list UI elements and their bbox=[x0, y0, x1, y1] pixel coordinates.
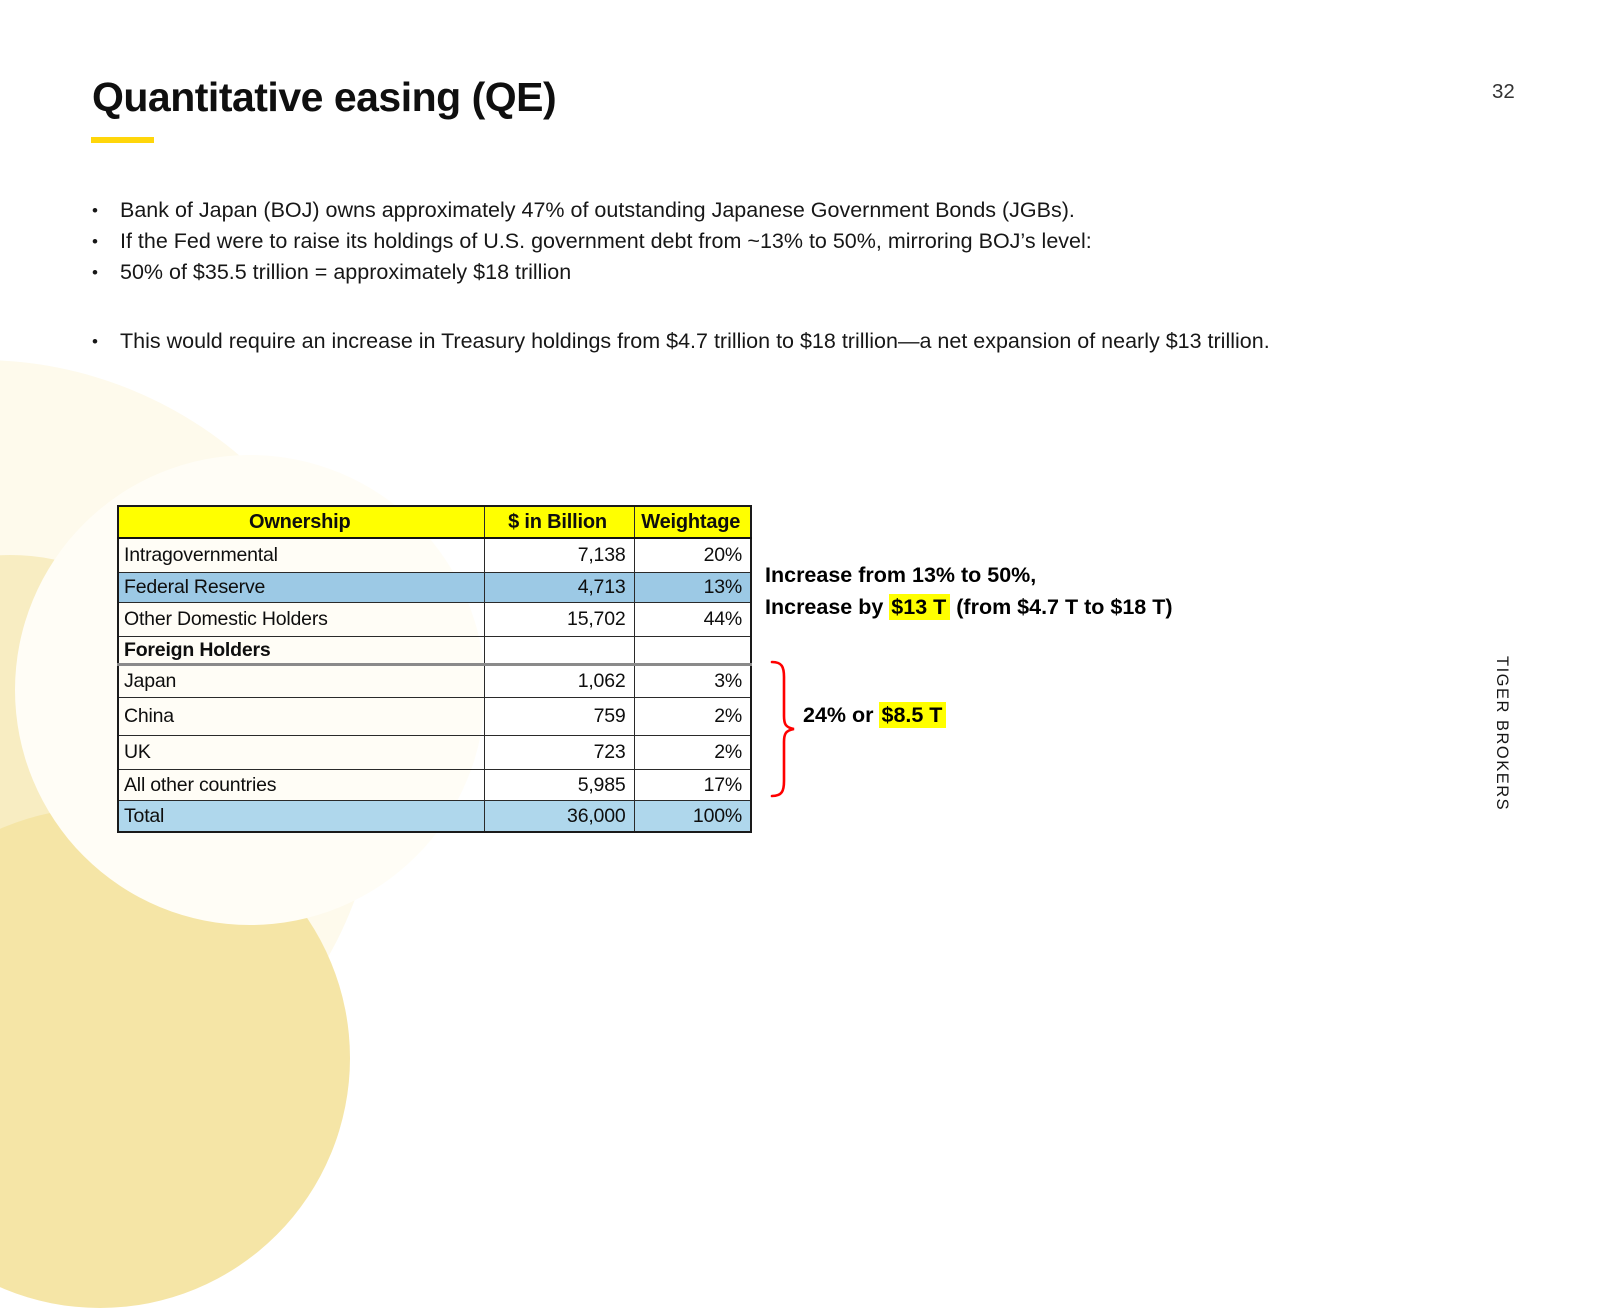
row-billion: 15,702 bbox=[484, 603, 634, 637]
increase-line2-pre: Increase by bbox=[765, 594, 890, 619]
highlight-85t: $8.5 T bbox=[879, 702, 946, 728]
header-weightage: Weightage bbox=[634, 506, 751, 538]
bullet-list bbox=[92, 195, 1422, 357]
table-row bbox=[118, 770, 751, 801]
row-billion: 759 bbox=[484, 698, 634, 736]
row-weight: 44% bbox=[634, 603, 751, 637]
row-label: China bbox=[118, 698, 484, 736]
slide-title: Quantitative easing (QE) bbox=[92, 74, 557, 120]
row-billion: 7,138 bbox=[484, 538, 634, 573]
row-billion: 4,713 bbox=[484, 573, 634, 603]
table-row-total bbox=[118, 801, 751, 833]
row-weight: 13% bbox=[634, 573, 751, 603]
title-underline bbox=[91, 137, 154, 143]
row-label: Intragovernmental bbox=[118, 538, 484, 573]
bullet-text: This would require an increase in Treasury holdings from $4.7 trillion to $18 trillion—a net expansion of nearly $13 trillion. bbox=[120, 329, 1270, 353]
row-billion: 723 bbox=[484, 736, 634, 770]
table-row bbox=[118, 637, 751, 665]
row-label: UK bbox=[118, 736, 484, 770]
bullet-item bbox=[92, 326, 1422, 357]
row-weight: 2% bbox=[634, 698, 751, 736]
table-row bbox=[118, 538, 751, 573]
bullet-marker: • bbox=[92, 232, 98, 251]
row-weight: 20% bbox=[634, 538, 751, 573]
header-billion: $ in Billion bbox=[484, 506, 634, 538]
bullet-marker: • bbox=[92, 263, 98, 282]
table-row bbox=[118, 736, 751, 770]
row-billion bbox=[484, 637, 634, 665]
bracket-label-pre: 24% or bbox=[803, 703, 880, 727]
row-label: Foreign Holders bbox=[118, 637, 484, 665]
row-label: Other Domestic Holders bbox=[118, 603, 484, 637]
bullet-item bbox=[92, 257, 1422, 288]
row-label: Total bbox=[118, 801, 484, 833]
increase-line1: Increase from 13% to 50%, bbox=[765, 563, 1037, 587]
row-billion: 36,000 bbox=[484, 801, 634, 833]
row-weight: 3% bbox=[634, 665, 751, 698]
table-row bbox=[118, 698, 751, 736]
bullet-item bbox=[92, 195, 1422, 226]
row-weight: 17% bbox=[634, 770, 751, 801]
page-number: 32 bbox=[1492, 80, 1515, 103]
row-weight bbox=[634, 637, 751, 665]
table-row bbox=[118, 665, 751, 698]
row-weight: 100% bbox=[634, 801, 751, 833]
row-billion: 1,062 bbox=[484, 665, 634, 698]
row-label: All other countries bbox=[118, 770, 484, 801]
table-row bbox=[118, 573, 751, 603]
row-label: Federal Reserve bbox=[118, 573, 484, 603]
row-label: Japan bbox=[118, 665, 484, 698]
bullet-text: Bank of Japan (BOJ) owns approximately 47% of outstanding Japanese Government Bonds (JGBs). bbox=[120, 198, 1075, 222]
brand-vertical-text: TIGER BROKERS bbox=[1493, 656, 1511, 812]
increase-line2 bbox=[765, 592, 1173, 624]
bullet-marker: • bbox=[92, 201, 98, 220]
bracket-annotation bbox=[803, 703, 946, 728]
row-weight: 2% bbox=[634, 736, 751, 770]
increase-line2-post: (from $4.7 T to $18 T) bbox=[950, 594, 1173, 619]
highlight-13t: $13 T bbox=[889, 594, 950, 620]
table-header-row bbox=[118, 506, 751, 538]
bullet-marker: • bbox=[92, 332, 98, 351]
ownership-table bbox=[117, 505, 752, 833]
bullet-item bbox=[92, 226, 1422, 257]
header-ownership: Ownership bbox=[118, 506, 484, 538]
row-billion: 5,985 bbox=[484, 770, 634, 801]
bullet-text: If the Fed were to raise its holdings of U.S. government debt from ~13% to 50%, mirroring BOJ’s level: bbox=[120, 229, 1092, 253]
grouping-brace bbox=[769, 660, 797, 798]
increase-annotation bbox=[765, 560, 1173, 623]
bullet-text: 50% of $35.5 trillion = approximately $18 trillion bbox=[120, 260, 572, 284]
table-row bbox=[118, 603, 751, 637]
